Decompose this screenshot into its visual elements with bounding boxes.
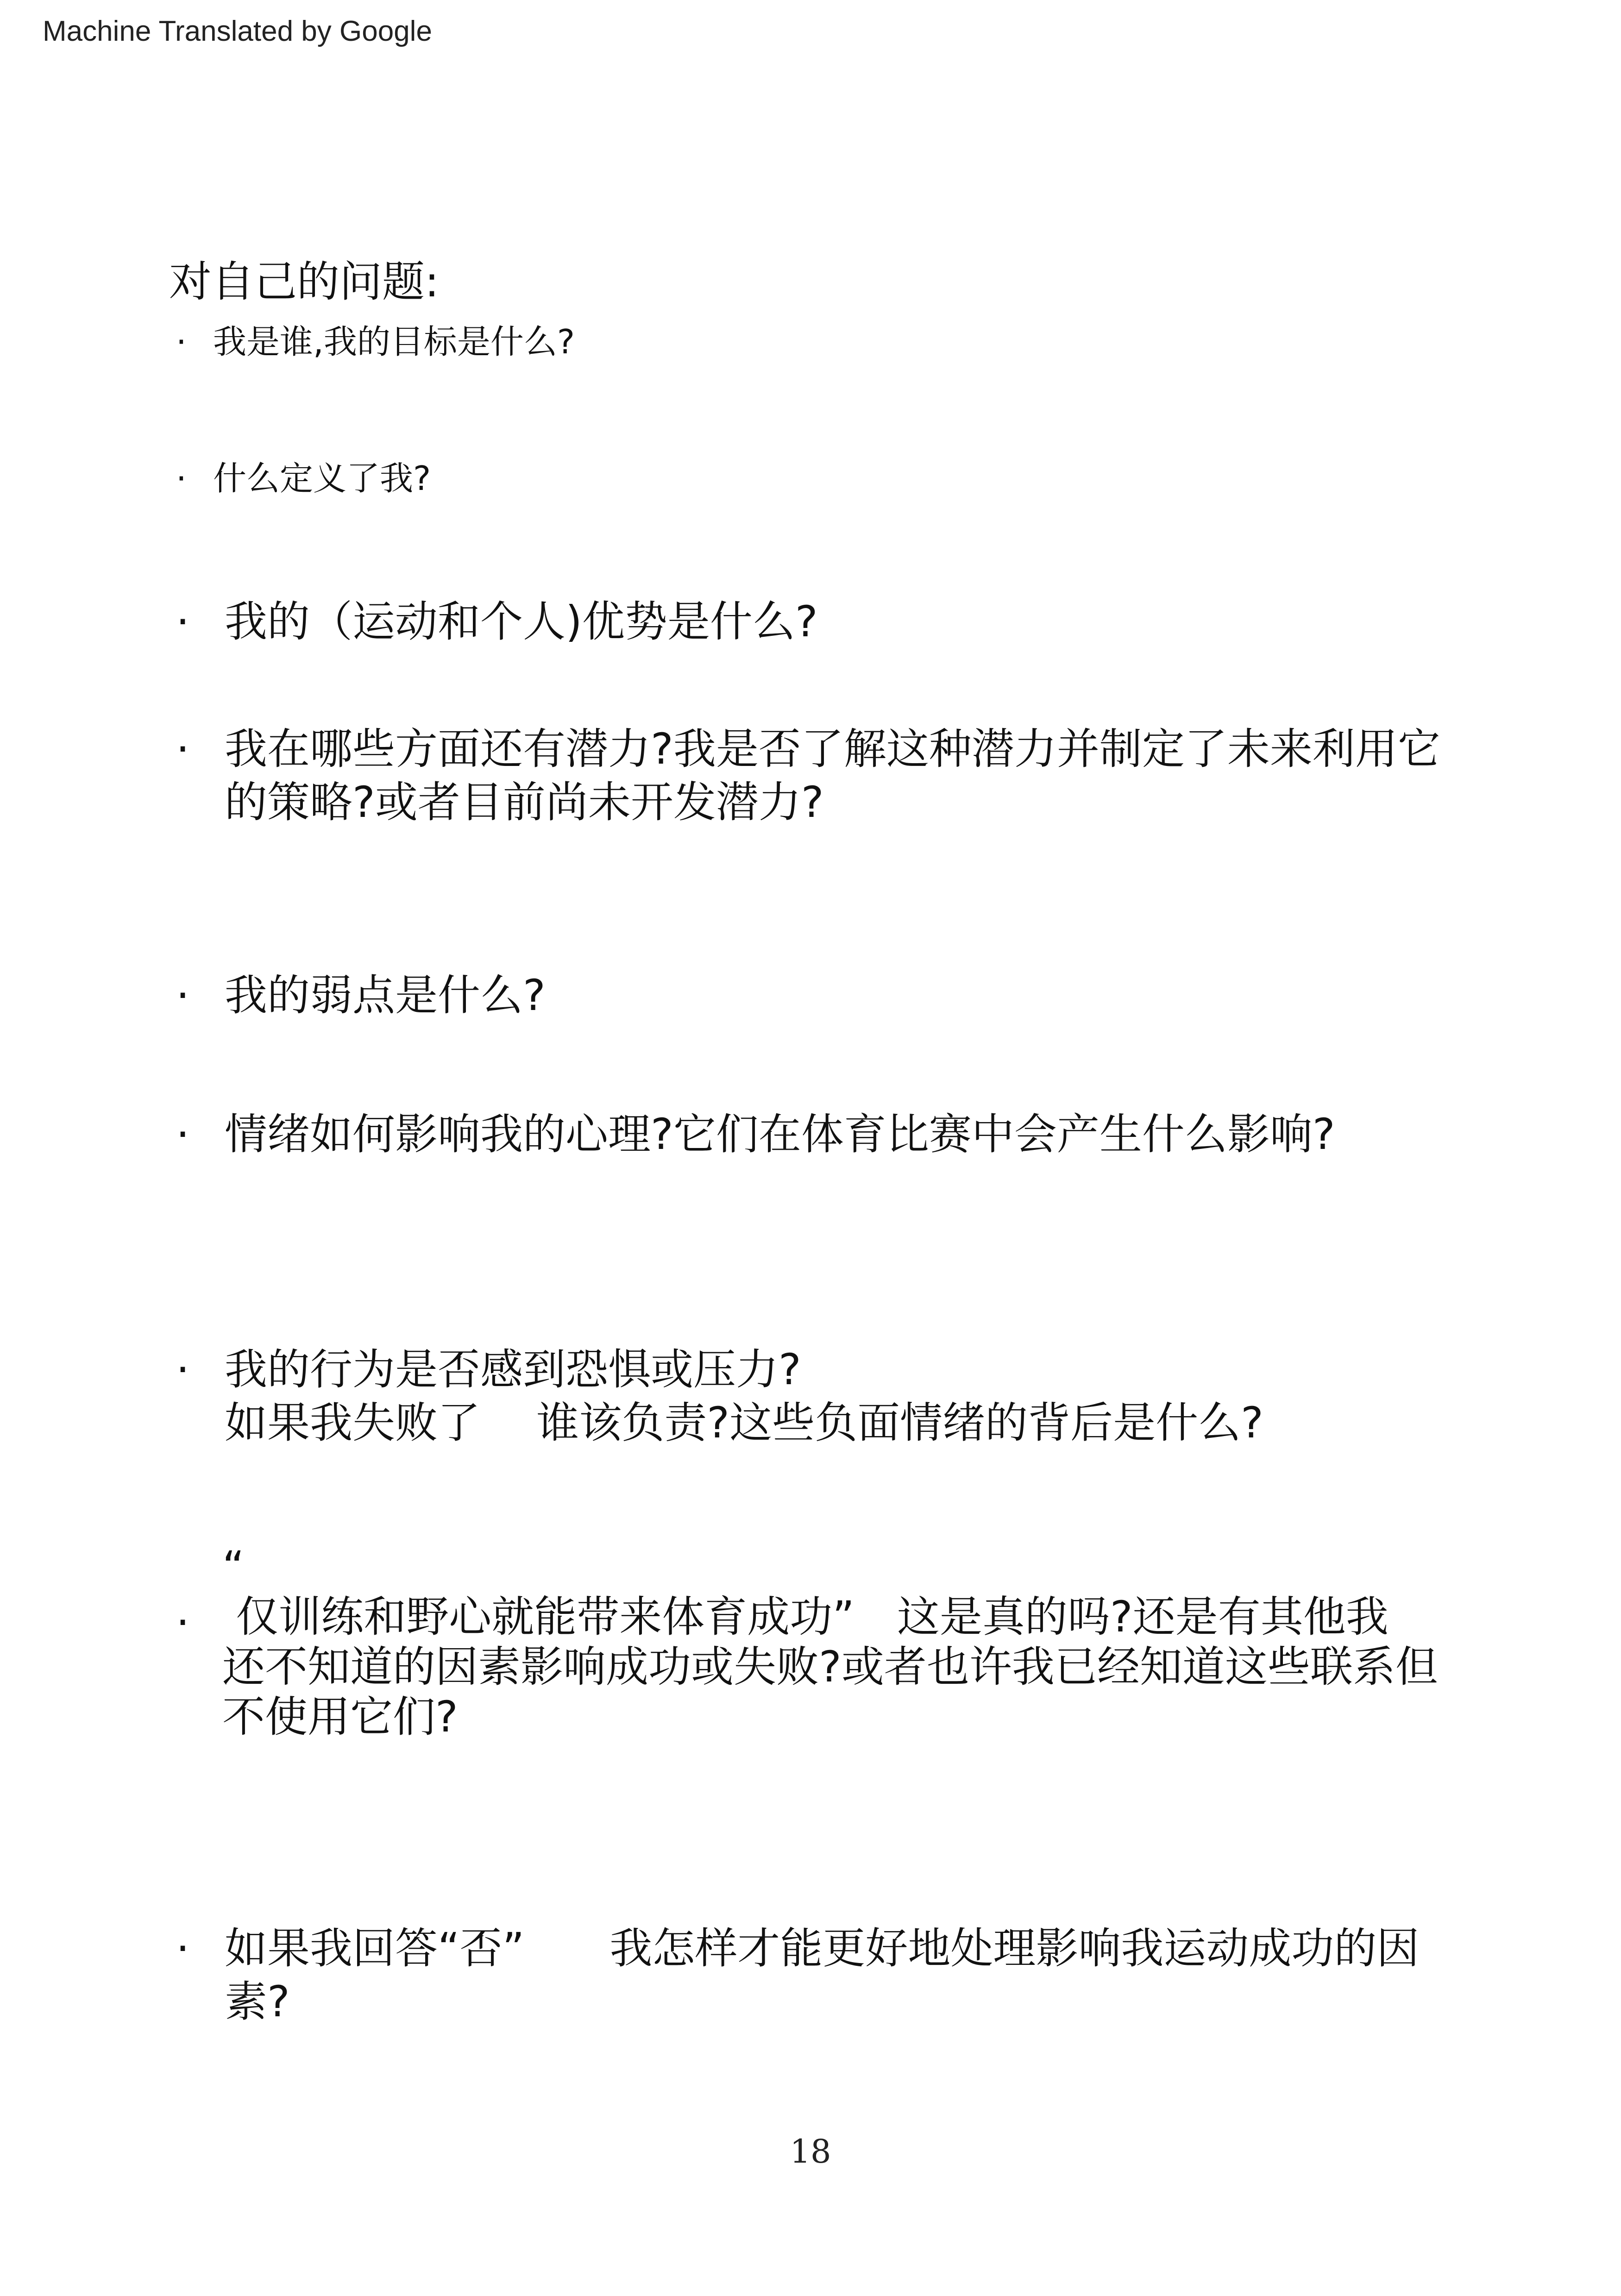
bullet-dot-icon: · <box>176 1345 190 1394</box>
bullet-dot-icon: · <box>176 1110 190 1159</box>
bullet-dot-icon: · <box>176 971 190 1020</box>
question-text: 如果我回答“否” 我怎样才能更好地处理影响我运动成功的因 素? <box>225 1924 1420 2026</box>
bullet-dot-icon: · <box>176 1924 190 1973</box>
bullet-dot-icon: · <box>176 724 190 774</box>
question-item-3 <box>176 595 1482 648</box>
question-item-8 <box>176 1542 1482 1742</box>
question-item-6 <box>176 1108 1482 1161</box>
bullet-dot-icon: · <box>176 597 190 646</box>
question-item-4 <box>176 722 1482 829</box>
machine-translation-note: Machine Translated by Google <box>43 15 432 47</box>
question-text: 我的行为是否感到恐惧或压力? 如果我失败了 谁该负责?这些负面情绪的背后是什么? <box>225 1345 1263 1448</box>
question-item-7 <box>176 1343 1482 1449</box>
bullet-dot-icon: · <box>176 459 187 498</box>
question-item-2 <box>176 456 1482 501</box>
bullet-dot-icon: · <box>176 322 187 361</box>
question-text: 什么定义了我? <box>213 459 431 498</box>
question-text: “ 仅训练和野心就能带来体育成功” 这是真的吗?还是有其他我 还不知道的因素影响成功或失败?或者也许我已经知道这些联系但 不使用它们? <box>222 1542 1438 1742</box>
question-text: 我的（运动和个人)优势是什么? <box>225 597 818 646</box>
question-text: 情绪如何影响我的心理?它们在体育比赛中会产生什么影响? <box>225 1110 1335 1159</box>
question-text: 我是谁,我的目标是什么? <box>213 322 575 361</box>
question-item-5 <box>176 969 1482 1022</box>
question-item-1 <box>176 320 1482 364</box>
question-text: 我在哪些方面还有潜力?我是否了解这种潜力并制定了未来利用它 的策略?或者目前尚未开发潜力? <box>225 724 1440 827</box>
question-item-9 <box>176 1922 1482 2028</box>
questions-heading: 对自己的问题: <box>169 257 439 307</box>
page-number: 18 <box>790 2133 831 2171</box>
question-text: 我的弱点是什么? <box>225 971 546 1020</box>
bullet-dot-icon: · <box>176 1598 190 1647</box>
